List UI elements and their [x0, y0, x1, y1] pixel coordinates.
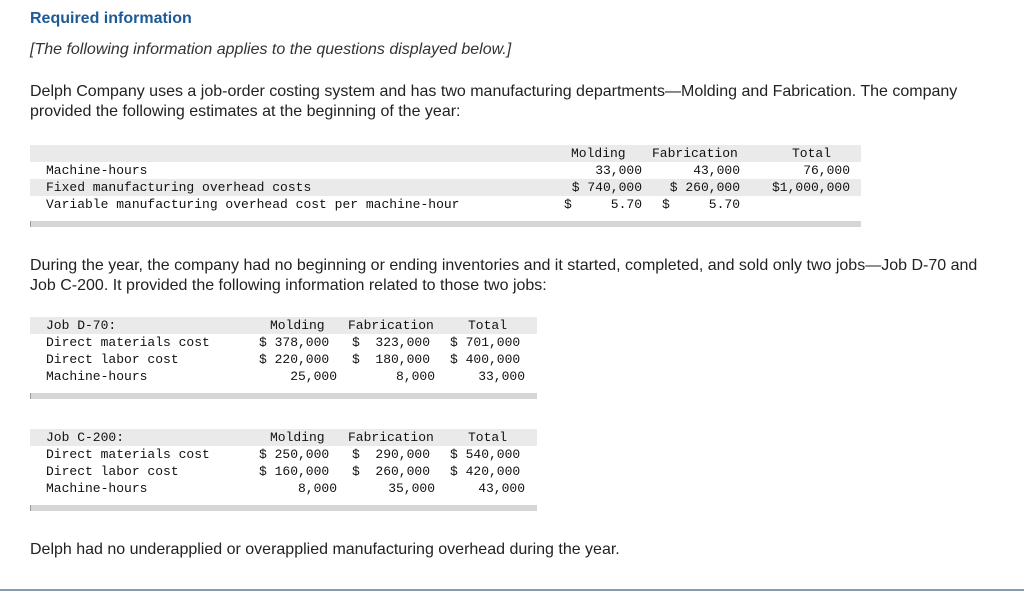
header-fabrication: Fabrication [348, 430, 434, 445]
header-total: Total [468, 318, 508, 333]
cell-molding: $ 250,000 [259, 447, 330, 462]
cell-fabrication: $ 260,000 [669, 180, 740, 195]
row-label: Fixed manufacturing overhead costs [46, 180, 312, 195]
job-title: Job C-200: [46, 430, 125, 445]
row-label: Variable manufacturing overhead cost per machine-hour [46, 197, 460, 212]
cell-fabrication: 43,000 [693, 163, 740, 178]
cell-fabrication: 35,000 [388, 481, 435, 496]
cell-fabrication: $ 260,000 [352, 464, 431, 479]
header-molding: Molding [270, 318, 325, 333]
table-row [30, 196, 861, 213]
info-note: [The following information applies to the questions displayed below.] [30, 41, 512, 58]
job-title: Job D-70: [46, 318, 117, 333]
header-fabrication: Fabrication [652, 146, 738, 161]
table-scroll-bar [30, 505, 537, 511]
row-label: Direct materials cost [46, 335, 210, 350]
required-information-heading: Required information [30, 10, 192, 27]
cell-total: $1,000,000 [771, 180, 850, 195]
row-label: Machine-hours [46, 369, 148, 384]
table-row [30, 179, 861, 196]
row-label: Machine-hours [46, 163, 148, 178]
table-scroll-bar [30, 221, 861, 227]
table-scroll-bar [30, 393, 537, 399]
row-label: Direct materials cost [46, 447, 210, 462]
cell-fabrication: $ 180,000 [352, 352, 431, 367]
table-row [30, 480, 537, 497]
cell-total: 76,000 [803, 163, 850, 178]
cell-molding: $ 740,000 [571, 180, 642, 195]
cell-fabrication: 8,000 [395, 369, 435, 384]
intro-paragraph: Delph Company uses a job-order costing system and has two manufacturing departments—Molding and Fabrication. The company provided the following estimates at the beginning of the year: [30, 83, 958, 120]
cell-total: 33,000 [478, 369, 525, 384]
row-label: Direct labor cost [46, 464, 179, 479]
header-molding: Molding [571, 146, 626, 161]
header-total: Total [468, 430, 508, 445]
table-row [30, 351, 537, 368]
cell-total: $ 400,000 [450, 352, 521, 367]
cell-total: $ 701,000 [450, 335, 521, 350]
table-row [30, 334, 537, 351]
cell-molding: 8,000 [297, 481, 337, 496]
job-c200-table [30, 429, 537, 515]
job-c200-header-row [30, 429, 537, 446]
cell-molding: $ 5.70 [564, 197, 643, 212]
final-paragraph: Delph had no underapplied or overapplied manufacturing overhead during the year. [30, 541, 620, 558]
table-row [30, 162, 861, 179]
job-d70-header-row [30, 317, 537, 334]
cell-total: 43,000 [478, 481, 525, 496]
header-fabrication: Fabrication [348, 318, 434, 333]
page-divider [0, 589, 1024, 591]
estimates-table [30, 145, 861, 229]
table-row [30, 368, 537, 385]
table-row [30, 463, 537, 480]
cell-molding: 25,000 [290, 369, 337, 384]
cell-total: $ 420,000 [450, 464, 521, 479]
job-d70-table [30, 317, 537, 403]
cell-total: $ 540,000 [450, 447, 521, 462]
estimates-header-row [30, 145, 861, 162]
row-label: Machine-hours [46, 481, 148, 496]
cell-molding: 33,000 [595, 163, 642, 178]
cell-molding: $ 160,000 [259, 464, 330, 479]
table-row [30, 446, 537, 463]
cell-molding: $ 220,000 [259, 352, 330, 367]
cell-molding: $ 378,000 [259, 335, 330, 350]
during-paragraph: During the year, the company had no beginning or ending inventories and it started, completed, and sold only two jobs—Job D-70 and Job C-200. It provided the following information related to those two jobs: [30, 257, 978, 294]
cell-fabrication: $ 5.70 [662, 197, 741, 212]
cell-fabrication: $ 290,000 [352, 447, 431, 462]
header-total: Total [792, 146, 832, 161]
header-molding: Molding [270, 430, 325, 445]
cell-fabrication: $ 323,000 [352, 335, 431, 350]
row-label: Direct labor cost [46, 352, 179, 367]
